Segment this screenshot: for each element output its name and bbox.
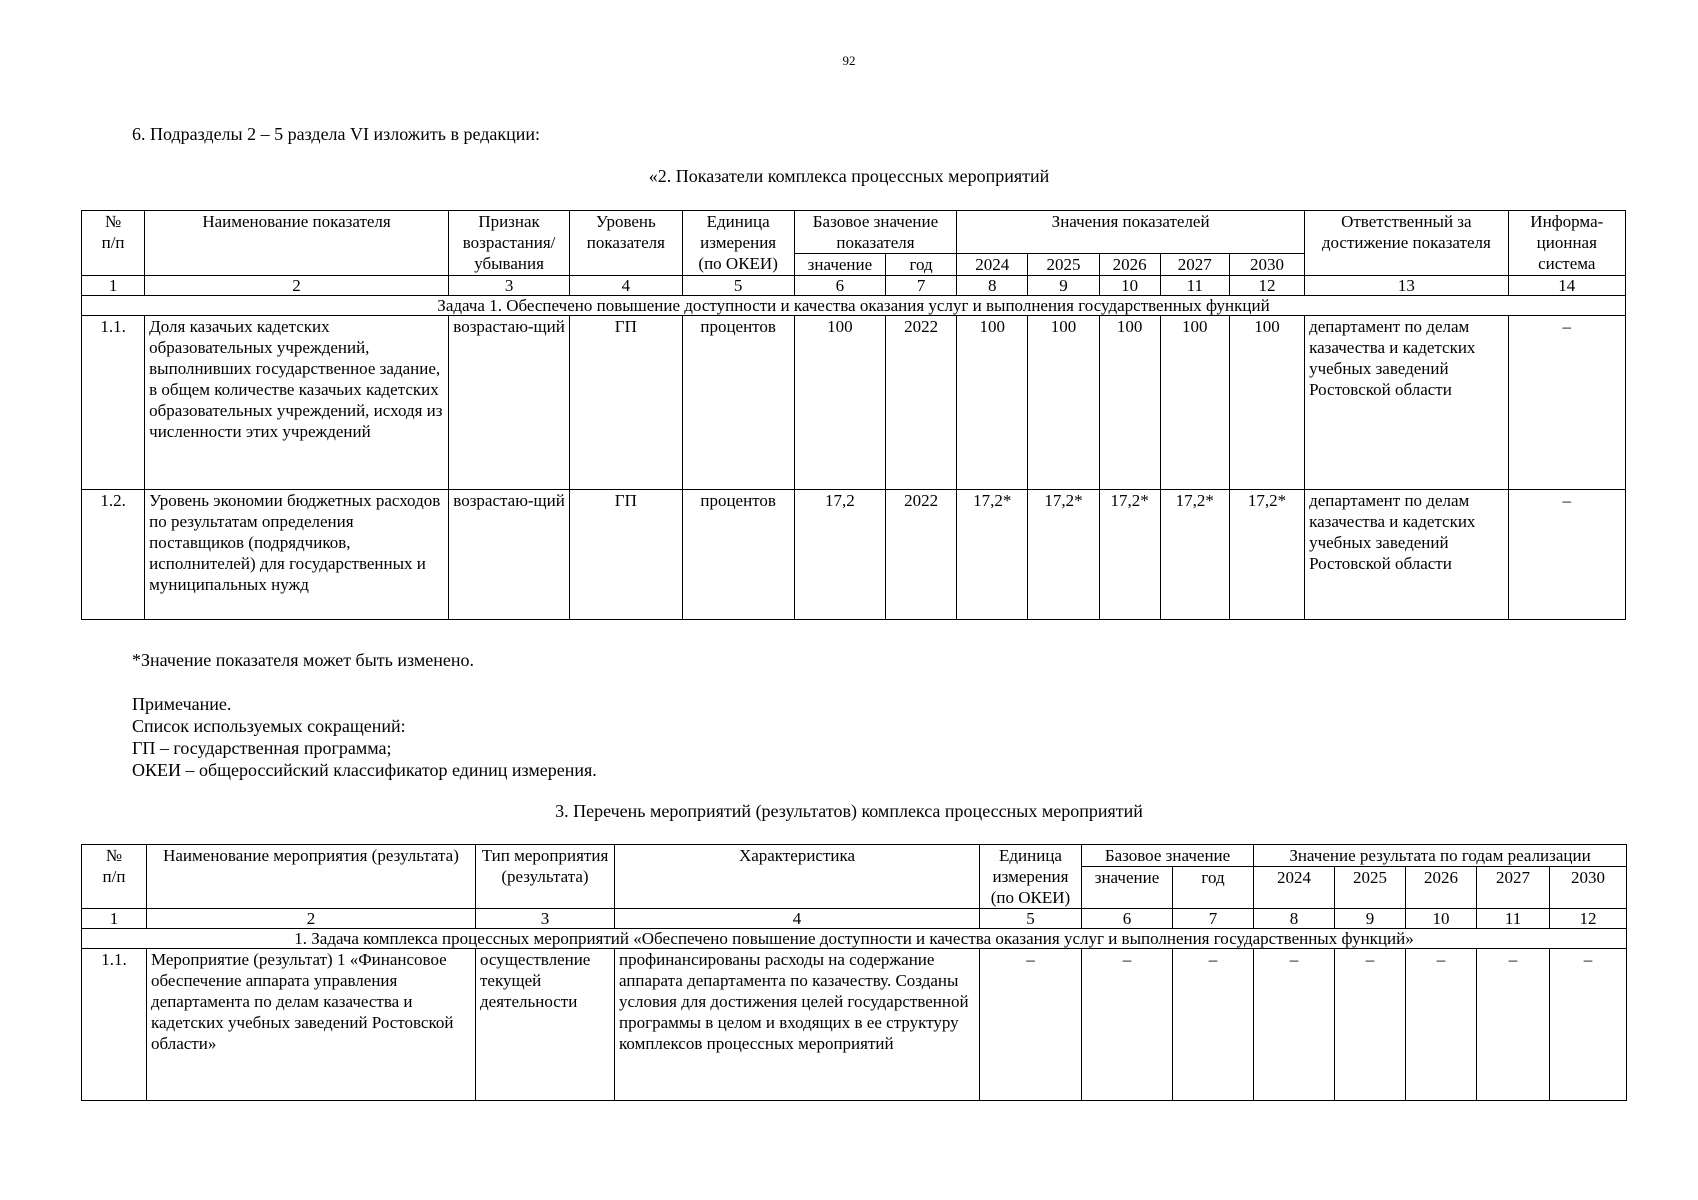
row-name: Мероприятие (результат) 1 «Финансовое обеспечение аппарата управления департамента по делам казачества и кадетских учебных заведений Ростовской области» bbox=[147, 949, 476, 1101]
th-unit: Единица измерения (по ОКЕИ) bbox=[682, 211, 794, 276]
th-year: 2026 bbox=[1099, 254, 1160, 276]
row-sign: возрастаю-щий bbox=[448, 490, 569, 620]
row-value: 100 bbox=[1028, 316, 1099, 490]
row-value: – bbox=[1550, 949, 1627, 1101]
col-number: 11 bbox=[1160, 276, 1229, 296]
row-value: 100 bbox=[1229, 316, 1304, 490]
th-result: Значение результата по годам реализации bbox=[1254, 845, 1627, 867]
col-number: 7 bbox=[886, 276, 957, 296]
col-number: 4 bbox=[615, 909, 980, 929]
th-year: 2027 bbox=[1160, 254, 1229, 276]
row-base-year: 2022 bbox=[886, 316, 957, 490]
row-value: – bbox=[1335, 949, 1406, 1101]
col-number: 5 bbox=[682, 276, 794, 296]
th-unit: Единица измерения (по ОКЕИ) bbox=[980, 845, 1082, 909]
th-base-value: значение bbox=[794, 254, 885, 276]
table-row bbox=[82, 949, 1627, 1101]
th-year: 2026 bbox=[1406, 867, 1477, 909]
intro-text: 6. Подразделы 2 – 5 раздела VI изложить в редакции: bbox=[132, 124, 540, 144]
th-char: Характеристика bbox=[615, 845, 980, 909]
row-value: 100 bbox=[1160, 316, 1229, 490]
col-number: 12 bbox=[1550, 909, 1627, 929]
task-row: Задача 1. Обеспечено повышение доступности и качества оказания услуг и выполнения государственных функций bbox=[82, 296, 1626, 316]
row-unit: процентов bbox=[682, 316, 794, 490]
row-no: 1.1. bbox=[82, 949, 147, 1101]
th-year: 2030 bbox=[1550, 867, 1627, 909]
row-sign: возрастаю-щий bbox=[448, 316, 569, 490]
th-year: 2027 bbox=[1477, 867, 1550, 909]
col-number: 1 bbox=[82, 909, 147, 929]
activities-table bbox=[81, 844, 1627, 1101]
th-name: Наименование показателя bbox=[145, 211, 449, 276]
row-char: профинансированы расходы на содержание аппарата департамента по казачеству. Созданы условия для достижения целей государственной программы в целом и входящих в ее структуру комплексов процессных мероприятий bbox=[615, 949, 980, 1101]
col-number: 6 bbox=[794, 276, 885, 296]
row-no: 1.1. bbox=[82, 316, 145, 490]
footnote: *Значение показателя может быть изменено. bbox=[132, 650, 475, 670]
table1-caption: «2. Показатели комплекса процессных мероприятий bbox=[648, 166, 1050, 186]
row-info: – bbox=[1508, 490, 1625, 620]
col-number: 1 bbox=[82, 276, 145, 296]
table2-caption: 3. Перечень мероприятий (результатов) комплекса процессных мероприятий bbox=[555, 801, 1143, 821]
th-base-year: год bbox=[886, 254, 957, 276]
row-base-year: 2022 bbox=[886, 490, 957, 620]
col-number: 8 bbox=[957, 276, 1028, 296]
row-unit: – bbox=[980, 949, 1082, 1101]
abbr-okei: ОКЕИ – общероссийский классификатор единиц измерения. bbox=[132, 760, 597, 780]
notes-block bbox=[132, 649, 597, 781]
row-info: – bbox=[1508, 316, 1625, 490]
row-base-value: – bbox=[1082, 949, 1173, 1101]
col-number: 11 bbox=[1477, 909, 1550, 929]
th-name: Наименование мероприятия (результата) bbox=[147, 845, 476, 909]
row-base-value: 17,2 bbox=[794, 490, 885, 620]
row-value: 17,2* bbox=[1160, 490, 1229, 620]
row-value: 100 bbox=[957, 316, 1028, 490]
th-base: Базовое значение bbox=[1082, 845, 1254, 867]
col-number: 3 bbox=[448, 276, 569, 296]
col-number: 2 bbox=[145, 276, 449, 296]
page-number: 92 bbox=[842, 53, 856, 68]
row-resp: департамент по делам казачества и кадетских учебных заведений Ростовской области bbox=[1305, 490, 1509, 620]
abbr-gp: ГП – государственная программа; bbox=[132, 738, 392, 758]
th-base-value: значение bbox=[1082, 867, 1173, 909]
col-number: 9 bbox=[1335, 909, 1406, 929]
th-no: № п/п bbox=[82, 211, 145, 276]
row-name: Уровень экономии бюджетных расходов по результатам определения поставщиков (подрядчиков, исполнителей) для государственных и муниципальных нужд bbox=[145, 490, 449, 620]
row-name: Доля казачьих кадетских образовательных учреждений, выполнивших государственное задание, в общем количестве казачьих кадетских образовательных учреждений, исходя из численности этих учреждений bbox=[145, 316, 449, 490]
row-value: 17,2* bbox=[1099, 490, 1160, 620]
col-number: 6 bbox=[1082, 909, 1173, 929]
th-resp: Ответственный за достижение показателя bbox=[1305, 211, 1509, 276]
th-year: 2024 bbox=[1254, 867, 1335, 909]
row-value: – bbox=[1254, 949, 1335, 1101]
col-number: 10 bbox=[1406, 909, 1477, 929]
row-value: – bbox=[1406, 949, 1477, 1101]
col-number: 8 bbox=[1254, 909, 1335, 929]
table-row bbox=[82, 316, 1626, 490]
col-number: 7 bbox=[1173, 909, 1254, 929]
row-value: 17,2* bbox=[1028, 490, 1099, 620]
col-number: 3 bbox=[476, 909, 615, 929]
col-number: 13 bbox=[1305, 276, 1509, 296]
row-base-year: – bbox=[1173, 949, 1254, 1101]
indicators-table bbox=[81, 210, 1626, 620]
row-type: осуществление текущей деятельности bbox=[476, 949, 615, 1101]
row-value: 17,2* bbox=[1229, 490, 1304, 620]
row-unit: процентов bbox=[682, 490, 794, 620]
th-base: Базовое значение показателя bbox=[794, 211, 956, 254]
col-number: 4 bbox=[570, 276, 682, 296]
th-info: Информа-ционная система bbox=[1508, 211, 1625, 276]
row-level: ГП bbox=[570, 316, 682, 490]
col-number: 12 bbox=[1229, 276, 1304, 296]
col-number: 14 bbox=[1508, 276, 1625, 296]
row-value: – bbox=[1477, 949, 1550, 1101]
th-base-year: год bbox=[1173, 867, 1254, 909]
col-number: 2 bbox=[147, 909, 476, 929]
note-title: Примечание. bbox=[132, 694, 232, 714]
table-row bbox=[82, 490, 1626, 620]
th-type: Тип мероприятия (результата) bbox=[476, 845, 615, 909]
th-year: 2025 bbox=[1335, 867, 1406, 909]
th-values: Значения показателей bbox=[957, 211, 1305, 254]
row-no: 1.2. bbox=[82, 490, 145, 620]
row-value: 17,2* bbox=[957, 490, 1028, 620]
row-value: 100 bbox=[1099, 316, 1160, 490]
row-level: ГП bbox=[570, 490, 682, 620]
col-number: 5 bbox=[980, 909, 1082, 929]
task-row: 1. Задача комплекса процессных мероприятий «Обеспечено повышение доступности и качества оказания услуг и выполнения государственных функций» bbox=[82, 929, 1627, 949]
abbr-title: Список используемых сокращений: bbox=[132, 716, 406, 736]
col-number: 9 bbox=[1028, 276, 1099, 296]
row-base-value: 100 bbox=[794, 316, 885, 490]
th-sign: Признак возрастания/ убывания bbox=[448, 211, 569, 276]
row-resp: департамент по делам казачества и кадетских учебных заведений Ростовской области bbox=[1305, 316, 1509, 490]
th-level: Уровень показателя bbox=[570, 211, 682, 276]
th-year: 2025 bbox=[1028, 254, 1099, 276]
th-year: 2024 bbox=[957, 254, 1028, 276]
th-year: 2030 bbox=[1229, 254, 1304, 276]
col-number: 10 bbox=[1099, 276, 1160, 296]
th-no: № п/п bbox=[82, 845, 147, 909]
